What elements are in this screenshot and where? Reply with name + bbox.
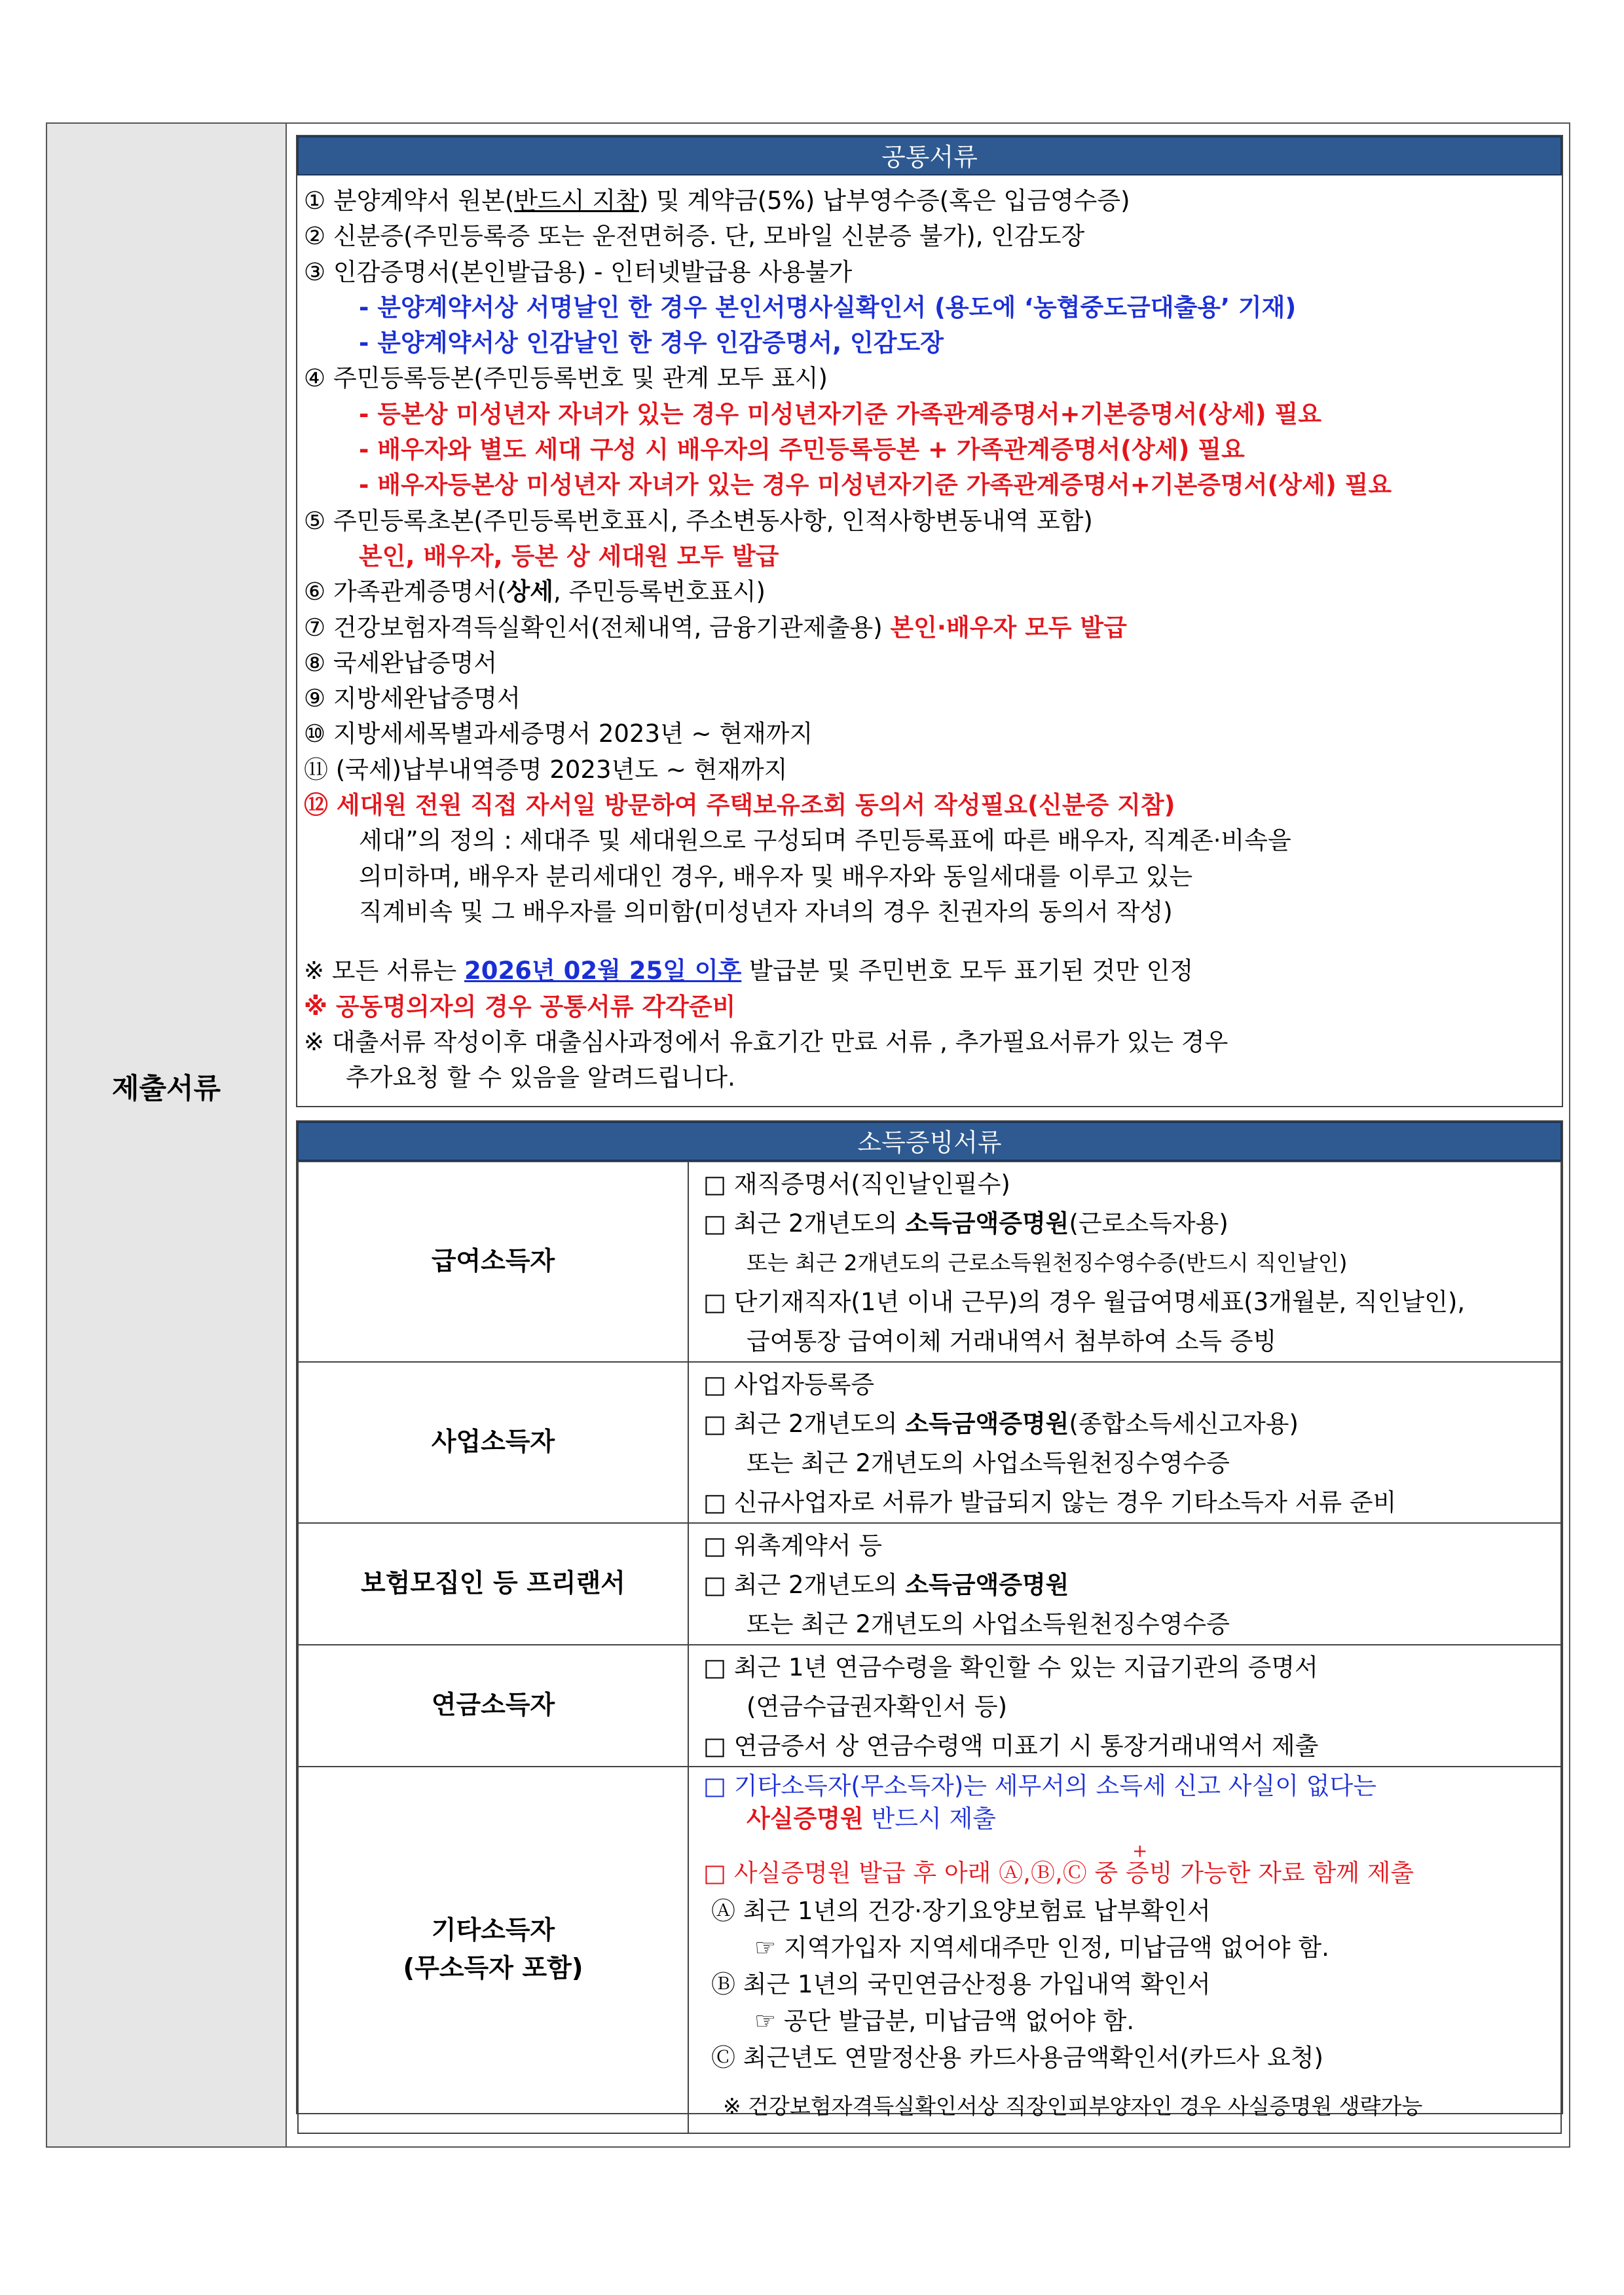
item-8: ⑧ 국세완납증명서 bbox=[304, 648, 498, 677]
list-item: □ 사실증명원 발급 후 아래 Ⓐ,Ⓑ,Ⓒ 중 증빙 가능한 자료 함께 제출 + bbox=[703, 1854, 1554, 1893]
issue-date: 2026년 02월 25일 이후 bbox=[464, 957, 742, 985]
list-item: □ 최근 2개년도의 소득금액증명원(근로소득자용) bbox=[703, 1209, 1228, 1238]
item-4-note-c: - 배우자등본상 미성년자 자녀가 있는 경우 미성년자기준 가족관계증명서+기본증명서(상세) 필요 bbox=[359, 471, 1392, 500]
pension-earner-label: 연금소득자 bbox=[298, 1645, 688, 1767]
item-10: ⑩ 지방세세목별과세증명서 2023년 ~ 현재까지 bbox=[304, 720, 813, 748]
list-item: □ 위촉계약서 등 bbox=[703, 1532, 882, 1560]
list-item: □ 신규사업자로 서류가 발급되지 않는 경우 기타소득자 서류 준비 bbox=[703, 1488, 1397, 1516]
item-5: ⑤ 주민등록초본(주민등록번호표시, 주소변동사항, 인적사항변동내역 포함) bbox=[304, 506, 1093, 535]
income-documents-section bbox=[296, 1120, 1563, 2119]
list-item: □ 최근 2개년도의 소득금액증명원 bbox=[703, 1571, 1069, 1599]
note-additional-request-2: 추가요청 할 수 있음을 알려드립니다. bbox=[346, 1063, 735, 1092]
list-item: 사실증명원 반드시 제출 bbox=[747, 1805, 996, 1833]
list-item: 급여통장 급여이체 거래내역서 첨부하여 소득 증빙 bbox=[747, 1327, 1277, 1355]
list-item: 또는 최근 2개년도의 근로소득원천징수영수증(반드시 직인날인) bbox=[747, 1250, 1348, 1276]
item-7: ⑦ 건강보험자격득실확인서(전체내역, 금융기관제출용) 본인·배우자 모두 발급 bbox=[304, 613, 1127, 642]
list-item: 또는 최근 2개년도의 사업소득원천징수영수증 bbox=[747, 1610, 1230, 1638]
table-row bbox=[298, 1645, 1561, 1767]
item-4-note-b: - 배우자와 별도 세대 구성 시 배우자의 주민등록등본 + 가족관계증명서(상세) 필요 bbox=[359, 435, 1245, 464]
common-documents-list bbox=[297, 175, 1562, 1095]
table-row bbox=[298, 1162, 1561, 1362]
other-earner-label: 기타소득자 (무소득자 포함) bbox=[298, 1767, 688, 2133]
list-item: □ 기타소득자(무소득자)는 세무서의 소득세 신고 사실이 없다는 bbox=[703, 1772, 1376, 1800]
item-5-note: 본인, 배우자, 등본 상 세대원 모두 발급 bbox=[359, 542, 779, 570]
item-11: ⑪ (국세)납부내역증명 2023년도 ~ 현재까지 bbox=[304, 755, 788, 784]
income-documents-header: 소득증빙서류 bbox=[297, 1122, 1562, 1161]
item-2: ② 신분증(주민등록증 또는 운전면허증. 단, 모바일 신분증 불가), 인감도장 bbox=[304, 222, 1085, 251]
item-12-definition-1: 세대”의 정의 : 세대주 및 세대원으로 구성되며 주민등록표에 따른 배우자, 직계존·비속을 bbox=[359, 826, 1291, 855]
freelancer-label: 보험모집인 등 프리랜서 bbox=[298, 1523, 688, 1645]
table-row bbox=[298, 1523, 1561, 1645]
item-1: ① 분양계약서 원본(반드시 지참) 및 계약금(5%) 납부영수증(혹은 입금영수증) bbox=[304, 187, 1130, 215]
list-item: Ⓑ 최근 1년의 국민연금산정용 가입내역 확인서 bbox=[711, 1970, 1211, 1998]
salary-earner-label: 급여소득자 bbox=[298, 1162, 688, 1362]
list-item: □ 사업자등록증 bbox=[703, 1370, 875, 1399]
item-12: ⑫ 세대원 전원 직접 자서일 방문하여 주택보유조회 동의서 작성필요(신분증 지참) bbox=[304, 791, 1175, 820]
list-item: Ⓒ 최근년도 연말정산용 카드사용금액확인서(카드사 요청) bbox=[711, 2044, 1323, 2072]
income-documents-table bbox=[297, 1161, 1562, 2134]
document-frame bbox=[46, 122, 1570, 2148]
item-6: ⑥ 가족관계증명서(상세, 주민등록번호표시) bbox=[304, 578, 766, 606]
table-row bbox=[298, 1767, 1561, 2133]
note-issue-date: ※ 모든 서류는 2026년 02월 25일 이후 발급분 및 주민번호 모두 표기된 것만 인정 bbox=[304, 957, 1194, 985]
list-item: ※ 건강보험자격득실확인서상 직장인피부양자인 경우 사실증명원 생략가능 bbox=[723, 2093, 1423, 2119]
list-item: □ 최근 1년 연금수령을 확인할 수 있는 지급기관의 증명서 bbox=[703, 1653, 1318, 1681]
list-item: ☞ 공단 발급분, 미납금액 없어야 함. bbox=[754, 2007, 1135, 2035]
common-documents-section bbox=[296, 135, 1563, 1107]
note-joint-owner: ※ 공동명의자의 경우 공통서류 각각준비 bbox=[304, 992, 736, 1021]
list-item: ☞ 지역가입자 지역세대주만 인정, 미납금액 없어야 함. bbox=[754, 1934, 1329, 1962]
item-12-definition-3: 직계비속 및 그 배우자를 의미함(미성년자 자녀의 경우 친권자의 동의서 작성) bbox=[359, 897, 1173, 926]
list-item: □ 재직증명서(직인날인필수) bbox=[703, 1170, 1010, 1198]
common-documents-header: 공통서류 bbox=[297, 136, 1562, 175]
list-item: □ 최근 2개년도의 소득금액증명원(종합소득세신고자용) bbox=[703, 1410, 1299, 1438]
plus-mark: + bbox=[1132, 1840, 1148, 1862]
list-item: □ 단기재직자(1년 이내 근무)의 경우 월급여명세표(3개월분, 직인날인), bbox=[703, 1288, 1466, 1316]
item-4: ④ 주민등록등본(주민등록번호 및 관계 모두 표시) bbox=[304, 364, 828, 393]
list-item: Ⓐ 최근 1년의 건강·장기요양보험료 납부확인서 bbox=[711, 1897, 1211, 1925]
note-additional-request: ※ 대출서류 작성이후 대출심사과정에서 유효기간 만료 서류 , 추가필요서류가 있는 경우 bbox=[304, 1027, 1228, 1056]
item-12-definition-2: 의미하며, 배우자 분리세대인 경우, 배우자 및 배우자와 동일세대를 이루고 있는 bbox=[359, 862, 1193, 890]
item-4-note-a: - 등본상 미성년자 자녀가 있는 경우 미성년자기준 가족관계증명서+기본증명서(상세) 필요 bbox=[359, 399, 1321, 428]
item-3-note-b: - 분양계약서상 인감날인 한 경우 인감증명서, 인감도장 bbox=[359, 329, 944, 358]
item-9: ⑨ 지방세완납증명서 bbox=[304, 684, 521, 713]
left-label-column bbox=[47, 124, 287, 2146]
list-item: □ 연금증서 상 연금수령액 미표기 시 통장거래내역서 제출 bbox=[703, 1732, 1319, 1760]
table-row bbox=[298, 1362, 1561, 1523]
business-earner-label: 사업소득자 bbox=[298, 1362, 688, 1523]
list-item: (연금수급권자확인서 등) bbox=[747, 1693, 1008, 1721]
item-3: ③ 인감증명서(본인발급용) - 인터넷발급용 사용불가 bbox=[304, 257, 853, 286]
submission-documents-label: 제출서류 bbox=[111, 1073, 221, 1105]
list-item: 또는 최근 2개년도의 사업소득원천징수영수증 bbox=[747, 1449, 1230, 1477]
item-3-note-a: - 분양계약서상 서명날인 한 경우 본인서명사실확인서 (용도에 ‘농협중도금대출용’ 기재) bbox=[359, 293, 1297, 321]
